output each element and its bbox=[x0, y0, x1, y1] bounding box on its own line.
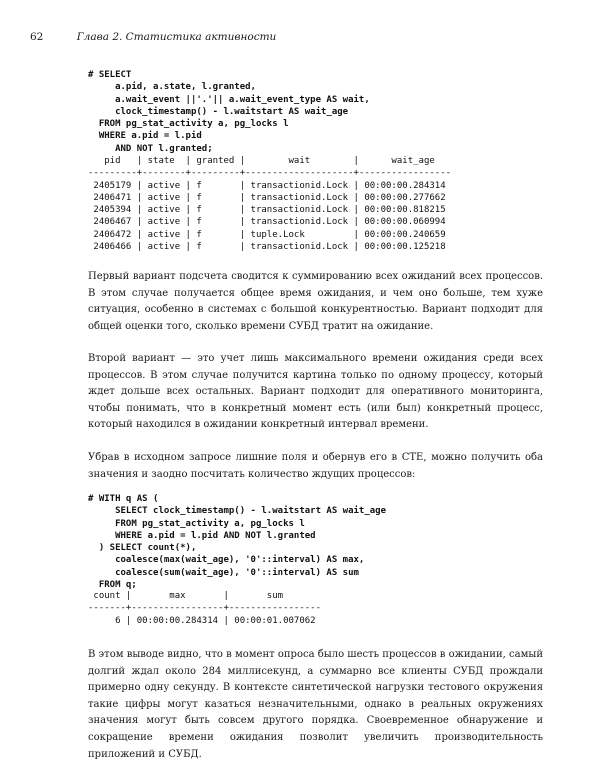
result-row: 2406472 | active | f | tuple.Lock | 00:00:00.240659 bbox=[88, 229, 446, 240]
result-row: 2406471 | active | f | transactionid.Lock | 00:00:00.277662 bbox=[88, 192, 446, 203]
paragraph-3: Убрав в исходном запросе лишние поля и обернув его в CTE, можно получить оба значения и заодно посчитать количество ждущих процессов: bbox=[88, 452, 543, 480]
code-line: SELECT clock_timestamp() - l.waitstart AS wait_age bbox=[88, 506, 387, 517]
code-line: WHERE a.pid = l.pid AND NOT l.granted bbox=[88, 530, 316, 541]
result-separator: ---------+--------+---------+--------------------+----------------- bbox=[88, 168, 452, 179]
result-1-table bbox=[88, 155, 451, 253]
paragraph-1: Первый вариант подсчета сводится к суммированию всех ожиданий всех процессов. В этом случае получается общее время ожидания, и чем оно больше, тем хуже ситуация, особенно в системах с большой конкурентностью. Вариант подходит для общей оценки того, сколько времени СУБД тратит на ожидание. bbox=[88, 271, 543, 332]
result-row: 2406467 | active | f | transactionid.Lock | 00:00:00.060994 bbox=[88, 217, 446, 228]
code-line: coalesce(sum(wait_age), '0'::interval) AS sum bbox=[88, 567, 359, 578]
code-line: ) SELECT count(*), bbox=[88, 543, 197, 554]
chapter-title: Глава 2. Статистика активности bbox=[76, 31, 277, 43]
page-number: 62 bbox=[30, 31, 44, 43]
code-line: FROM pg_stat_activity a, pg_locks l bbox=[88, 119, 289, 130]
result-row: 2406466 | active | f | transactionid.Lock | 00:00:00.125218 bbox=[88, 242, 446, 253]
result-row: 2405394 | active | f | transactionid.Lock | 00:00:00.818215 bbox=[88, 205, 446, 216]
code-line: WHERE a.pid = l.pid bbox=[88, 131, 202, 142]
code-line: coalesce(max(wait_age), '0'::interval) AS max, bbox=[88, 555, 365, 566]
paragraph-4: В этом выводе видно, что в момент опроса было шесть процессов в ожидании, самый долгий ждал около 284 миллисекунд, а суммарно все клиенты СУБД прождали примерно одну секунду. В контексте синтетической нагрузки тестового окружения такие цифры могут казаться незначительными, однако в реальных окружениях значения могут быть совсем другого порядка. Своевременное обнаружение и сокращение времени ожидания позволит увеличить производительность приложений и СУБД. bbox=[88, 649, 543, 760]
code-line: # WITH q AS ( bbox=[88, 494, 159, 504]
code-line: a.pid, a.state, l.granted, bbox=[88, 82, 256, 93]
query-1-code bbox=[88, 69, 370, 155]
result-separator: -------+-----------------+----------------- bbox=[88, 603, 321, 614]
code-line: AND NOT l.granted; bbox=[88, 143, 213, 154]
code-line: FROM q; bbox=[88, 580, 137, 591]
result-2-table bbox=[88, 590, 321, 627]
query-2-code bbox=[88, 493, 386, 591]
result-row: 6 | 00:00:00.284314 | 00:00:01.007062 bbox=[88, 615, 316, 626]
code-line: clock_timestamp() - l.waitstart AS wait_age bbox=[88, 106, 349, 117]
result-row: 2405179 | active | f | transactionid.Lock | 00:00:00.284314 bbox=[88, 180, 446, 191]
code-line: FROM pg_stat_activity a, pg_locks l bbox=[88, 518, 305, 529]
page-header bbox=[30, 31, 276, 43]
result-header: pid | state | granted | wait | wait_age bbox=[88, 156, 435, 166]
result-header: count | max | sum bbox=[88, 591, 284, 601]
code-line: # SELECT bbox=[88, 70, 132, 80]
code-line: a.wait_event ||'.'|| a.wait_event_type AS wait, bbox=[88, 94, 370, 105]
paragraph-2: Второй вариант — это учет лишь максимального времени ожидания среди всех процессов. В этом случае получится картина только по одному процессу, который ждет дольше всех остальных. Вариант подходит для оперативного мониторинга, чтобы понимать, что в конкретный момент есть (или был) конкретный процесс, который находился в ожидании конкретный интервал времени. bbox=[88, 353, 543, 431]
